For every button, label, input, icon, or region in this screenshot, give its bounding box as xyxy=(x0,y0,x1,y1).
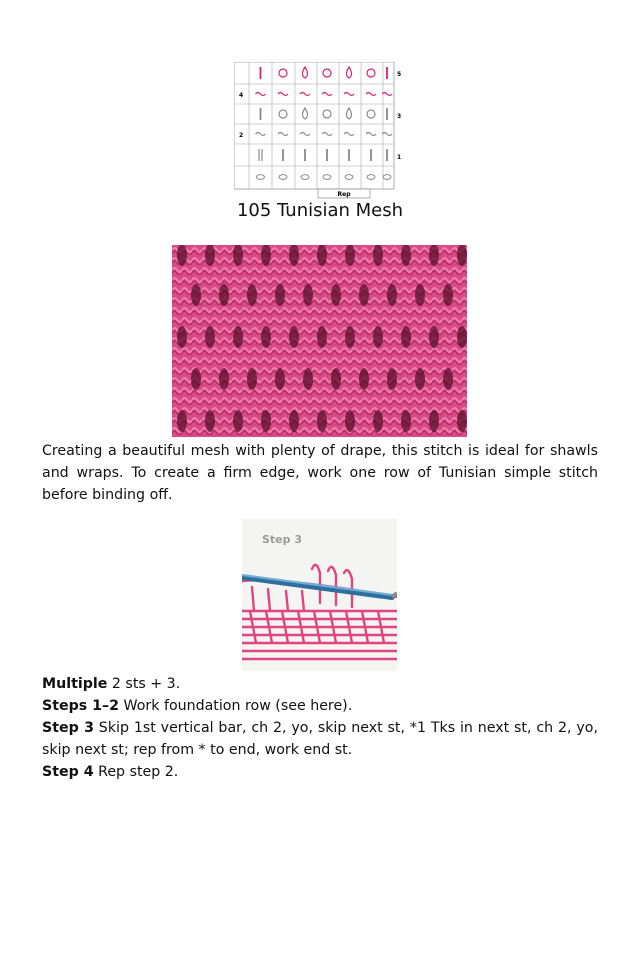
mesh-hole xyxy=(219,284,229,306)
mesh-hole xyxy=(317,326,327,348)
mesh-hole xyxy=(429,326,439,348)
mesh-hole xyxy=(359,284,369,306)
mesh-hole xyxy=(275,368,285,390)
mesh-hole xyxy=(177,245,187,266)
mesh-hole xyxy=(373,326,383,348)
mesh-hole xyxy=(331,284,341,306)
mesh-hole xyxy=(331,368,341,390)
mesh-hole xyxy=(317,245,327,266)
row-number-4: 4 xyxy=(239,92,244,99)
mesh-hole xyxy=(261,326,271,348)
mesh-hole xyxy=(289,245,299,266)
mesh-hole xyxy=(429,410,439,432)
stitch-chart xyxy=(234,62,404,202)
mesh-hole xyxy=(457,326,467,348)
mesh-hole xyxy=(359,368,369,390)
mesh-hole xyxy=(261,410,271,432)
instruction-multiple: Multiple 2 sts + 3. xyxy=(42,676,181,692)
row-number-1: 1 xyxy=(397,154,402,161)
mesh-hole xyxy=(401,326,411,348)
mesh-hole xyxy=(205,326,215,348)
mesh-hole xyxy=(317,410,327,432)
mesh-hole xyxy=(191,284,201,306)
instruction-step-3: Step 3 Skip 1st vertical bar, ch 2, yo, skip next st, *1 Tks in next st, ch 2, yo, skip next st; rep from * to end, work end st. xyxy=(42,720,598,758)
mesh-hole xyxy=(443,284,453,306)
mesh-hole xyxy=(233,326,243,348)
pattern-title: 105 Tunisian Mesh xyxy=(236,200,404,221)
mesh-hole xyxy=(345,326,355,348)
mesh-hole xyxy=(415,368,425,390)
mesh-hole xyxy=(261,245,271,266)
mesh-hole xyxy=(401,410,411,432)
mesh-hole xyxy=(247,284,257,306)
mesh-hole xyxy=(429,245,439,266)
row-number-5: 5 xyxy=(397,71,402,78)
row-number-2: 2 xyxy=(239,132,244,139)
mesh-hole xyxy=(303,368,313,390)
mesh-hole xyxy=(373,410,383,432)
step-3-photo xyxy=(242,519,397,671)
mesh-hole xyxy=(457,410,467,432)
mesh-hole xyxy=(387,284,397,306)
mesh-hole xyxy=(177,410,187,432)
repeat-label: Rep xyxy=(337,191,351,198)
mesh-hole xyxy=(345,410,355,432)
row-number-3: 3 xyxy=(397,113,402,120)
mesh-hole xyxy=(275,284,285,306)
step-photo-label: Step 3 xyxy=(262,533,302,546)
mesh-hole xyxy=(303,284,313,306)
mesh-hole xyxy=(191,368,201,390)
mesh-hole xyxy=(247,368,257,390)
mesh-hole xyxy=(233,245,243,266)
instructions xyxy=(42,673,598,783)
mesh-hole xyxy=(443,368,453,390)
intro-paragraph: Creating a beautiful mesh with plenty of drape, this stitch is ideal for shawls and wraps. To create a firm edge, work one row of Tunisian simple stitch before binding off. xyxy=(42,443,598,503)
mesh-hole xyxy=(177,326,187,348)
mesh-hole xyxy=(373,245,383,266)
mesh-hole xyxy=(387,368,397,390)
mesh-hole xyxy=(345,245,355,266)
mesh-hole xyxy=(415,284,425,306)
mesh-hole xyxy=(205,245,215,266)
instruction-step-4: Step 4 Rep step 2. xyxy=(42,764,179,780)
mesh-hole xyxy=(233,410,243,432)
mesh-hole xyxy=(205,410,215,432)
mesh-hole xyxy=(289,410,299,432)
swatch-photo xyxy=(172,245,467,437)
mesh-hole xyxy=(289,326,299,348)
mesh-hole xyxy=(401,245,411,266)
mesh-hole xyxy=(457,245,467,266)
instruction-steps-1-2: Steps 1–2 Work foundation row (see here). xyxy=(42,698,353,714)
mesh-hole xyxy=(219,368,229,390)
